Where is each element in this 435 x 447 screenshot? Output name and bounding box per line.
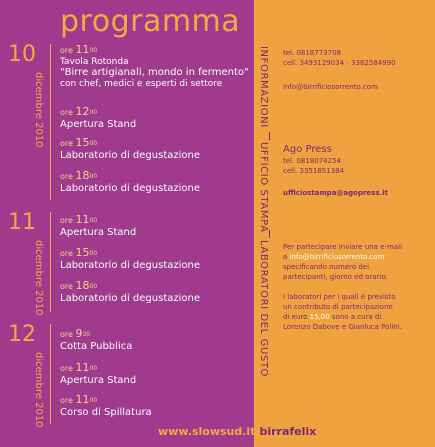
day-divider (50, 44, 51, 200)
event-note: con chef, medici e esperti di settore (60, 79, 223, 89)
event-item: ore 1100 Corso di Spillatura (60, 393, 152, 418)
ufficio-stampa-block (283, 144, 388, 198)
day-divider (50, 324, 51, 424)
event-title: Tavola Rotonda (60, 57, 129, 67)
page-title: programma (60, 4, 241, 39)
day-number: 10 (8, 42, 36, 67)
info-tel: tel. 0818773708 (283, 49, 341, 57)
price: 15,00 (309, 313, 330, 321)
booking-email[interactable]: info@birrificiosorrento.com (289, 253, 385, 261)
day-number: 12 (8, 322, 36, 347)
section-label-informazioni: INFORMAZIONI (258, 46, 269, 128)
press-tel: tel. 0818074254 (283, 157, 341, 165)
event-title: Laboratorio di degustazione (60, 293, 201, 304)
day-month: dicembre 2010 (33, 240, 44, 316)
event-title: Apertura Stand (60, 375, 137, 386)
day-month: dicembre 2010 (33, 72, 44, 148)
day-number: 11 (8, 210, 36, 235)
section-label-laboratori: LABORATORI DEL GUSTO (258, 240, 269, 378)
event-item: ore 1800 Laboratorio di degustazione (60, 169, 201, 194)
event-item: ore 1100 Apertura Stand (60, 213, 137, 238)
event-title: Cotta Pubblica (60, 341, 133, 352)
event-title: Apertura Stand (60, 119, 137, 130)
info-cell: cell. 3493129034 - 3382584990 (283, 59, 396, 67)
event-item: ore 1100 Tavola Rotonda "Birre artigianali, mondo in fermento" con chef, medici e esperti di settore (60, 43, 249, 89)
section-divider (269, 132, 270, 140)
footer-url[interactable]: www.slowsud.it/birrafelix (158, 425, 317, 438)
press-email[interactable]: ufficiostampa@agopress.it (283, 189, 388, 197)
event-item: ore 1100 Apertura Stand (60, 361, 137, 386)
event-item: ore 1500 Laboratorio di degustazione (60, 136, 201, 161)
event-title: Apertura Stand (60, 227, 137, 238)
event-title: Laboratorio di degustazione (60, 260, 201, 271)
event-title: Corso di Spillatura (60, 407, 152, 418)
info-email[interactable]: info@birrificiosorrento.com (283, 83, 378, 91)
event-item: ore 1800 Laboratorio di degustazione (60, 279, 201, 304)
section-label-ufficio-stampa: UFFICIO STAMPA (258, 142, 269, 233)
laboratori-block: Per partecipare inviare una e-mail a info@birrificiosorrento.com specificando numero dei partecipanti, giorno ed orario. I laboratori per i quali è previsto un contributo di partecipazione di euro 15,00 sono a cura di Lorenzo Dabove e Gianluca Polini. (283, 243, 403, 331)
section-divider (269, 230, 270, 238)
press-cell: cell. 3351851384 (283, 167, 345, 175)
day-month: dicembre 2010 (33, 352, 44, 428)
event-item: ore 930 Cotta Pubblica (60, 327, 133, 352)
event-item: ore 1200 Apertura Stand (60, 105, 137, 130)
agency-name: Ago Press (283, 144, 332, 155)
day-divider (50, 212, 51, 312)
event-item: ore 1500 Laboratorio di degustazione (60, 246, 201, 271)
event-title: Laboratorio di degustazione (60, 150, 201, 161)
informazioni-block (283, 48, 396, 92)
event-subtitle: "Birre artigianali, mondo in fermento" (60, 67, 249, 78)
event-title: Laboratorio di degustazione (60, 183, 201, 194)
